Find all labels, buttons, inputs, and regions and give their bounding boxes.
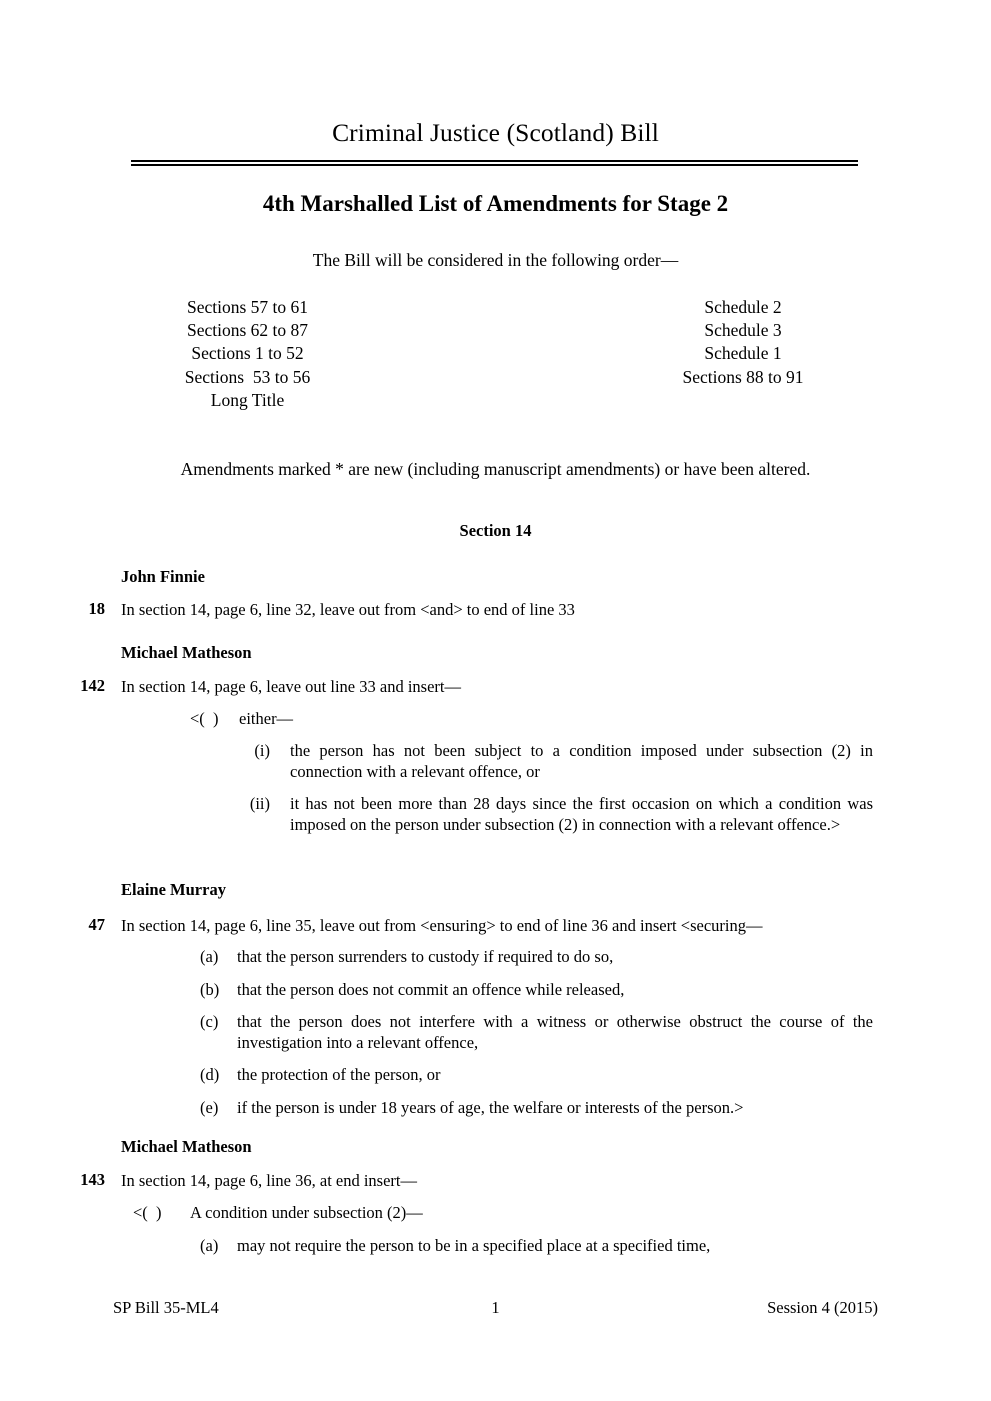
- order-intro-text: The Bill will be considered in the following order—: [312, 250, 679, 270]
- amendment-text-47: In section 14, page 6, line 35, leave out from <ensuring> to end of line 36 and insert <securing—: [121, 916, 763, 935]
- insert-marker-142: <( ): [190, 709, 219, 728]
- footer-bill-reference: SP Bill 35-ML4: [113, 1298, 219, 1317]
- order-cell-right: [495, 389, 991, 412]
- amendment-number-143: 143: [80, 1170, 105, 1189]
- order-cell-left: Sections 53 to 56: [184, 366, 311, 387]
- rule-line-top: [131, 160, 858, 162]
- list-label-c-47: (c): [200, 1012, 219, 1031]
- insert-lead-142: either—: [239, 709, 294, 728]
- list-label-b-47: (b): [200, 980, 220, 999]
- list-label-d-47: (d): [200, 1065, 220, 1084]
- order-row: [0, 342, 991, 365]
- insert-marker-143: <( ): [133, 1203, 162, 1222]
- member-name-michael-matheson-142: Michael Matheson: [121, 643, 252, 662]
- footer-page-number: 1: [491, 1298, 500, 1317]
- list-label-a-143: (a): [200, 1236, 219, 1255]
- order-row: [0, 389, 991, 412]
- list-body-d-47: the protection of the person, or: [237, 1065, 441, 1084]
- list-body-ii: it has not been more than 28 days since the first occasion on which a condition was imposed on the person under subsection (2) in connection with a relevant offence.>: [290, 794, 873, 834]
- amendment-number-47: 47: [88, 915, 105, 934]
- list-label-a-47: (a): [200, 947, 219, 966]
- document-subtitle: 4th Marshalled List of Amendments for Stage 2: [262, 191, 729, 216]
- order-row: [0, 319, 991, 342]
- list-body-c-47: that the person does not interfere with a witness or otherwise obstruct the course of the investigation into a relevant offence,: [237, 1012, 873, 1052]
- amendment-text-142: In section 14, page 6, leave out line 33 and insert—: [121, 677, 461, 696]
- order-cell-left: Sections 62 to 87: [186, 320, 309, 341]
- order-cell-left: Sections 1 to 52: [191, 343, 304, 364]
- list-body-a-47: that the person surrenders to custody if required to do so,: [237, 947, 614, 966]
- order-cell-right: Sections 88 to 91: [682, 366, 804, 387]
- member-name-elaine-murray: Elaine Murray: [121, 880, 226, 899]
- title-double-rule: [131, 160, 858, 166]
- order-cell-right: Schedule 2: [704, 297, 782, 317]
- insert-lead-143: A condition under subsection (2)—: [190, 1203, 423, 1222]
- asterisk-note: Amendments marked * are new (including manuscript amendments) or have been altered.: [180, 459, 811, 479]
- list-label-ii: (ii): [249, 794, 270, 813]
- order-row: [0, 296, 991, 319]
- list-body-a-143: may not require the person to be in a specified place at a specified time,: [237, 1236, 711, 1255]
- amendment-number-18: 18: [88, 599, 105, 618]
- amendment-text-18: In section 14, page 6, line 32, leave out from <and> to end of line 33: [121, 600, 575, 619]
- footer-session: Session 4 (2015): [767, 1298, 878, 1317]
- rule-line-bottom: [131, 164, 858, 166]
- order-of-consideration-table: [0, 296, 991, 412]
- member-name-michael-matheson-143: Michael Matheson: [121, 1137, 252, 1156]
- order-row: [0, 366, 991, 389]
- list-label-i: (i): [254, 741, 270, 760]
- member-name-john-finnie: John Finnie: [121, 567, 205, 586]
- amendment-number-142: 142: [80, 676, 105, 695]
- page-title: Criminal Justice (Scotland) Bill: [332, 118, 659, 147]
- order-cell-left: Sections 57 to 61: [186, 297, 309, 317]
- list-body-i: the person has not been subject to a condition imposed under subsection (2) in connection with a relevant offence, or: [290, 741, 873, 781]
- list-label-e-47: (e): [200, 1098, 219, 1117]
- section-heading: Section 14: [459, 521, 532, 540]
- order-cell-left: Long Title: [210, 389, 285, 410]
- list-body-b-47: that the person does not commit an offence while released,: [237, 980, 625, 999]
- order-cell-right: Schedule 3: [704, 320, 782, 341]
- list-body-e-47: if the person is under 18 years of age, the welfare or interests of the person.>: [237, 1098, 744, 1117]
- amendment-text-143: In section 14, page 6, line 36, at end insert—: [121, 1171, 418, 1190]
- order-cell-right: Schedule 1: [704, 343, 782, 364]
